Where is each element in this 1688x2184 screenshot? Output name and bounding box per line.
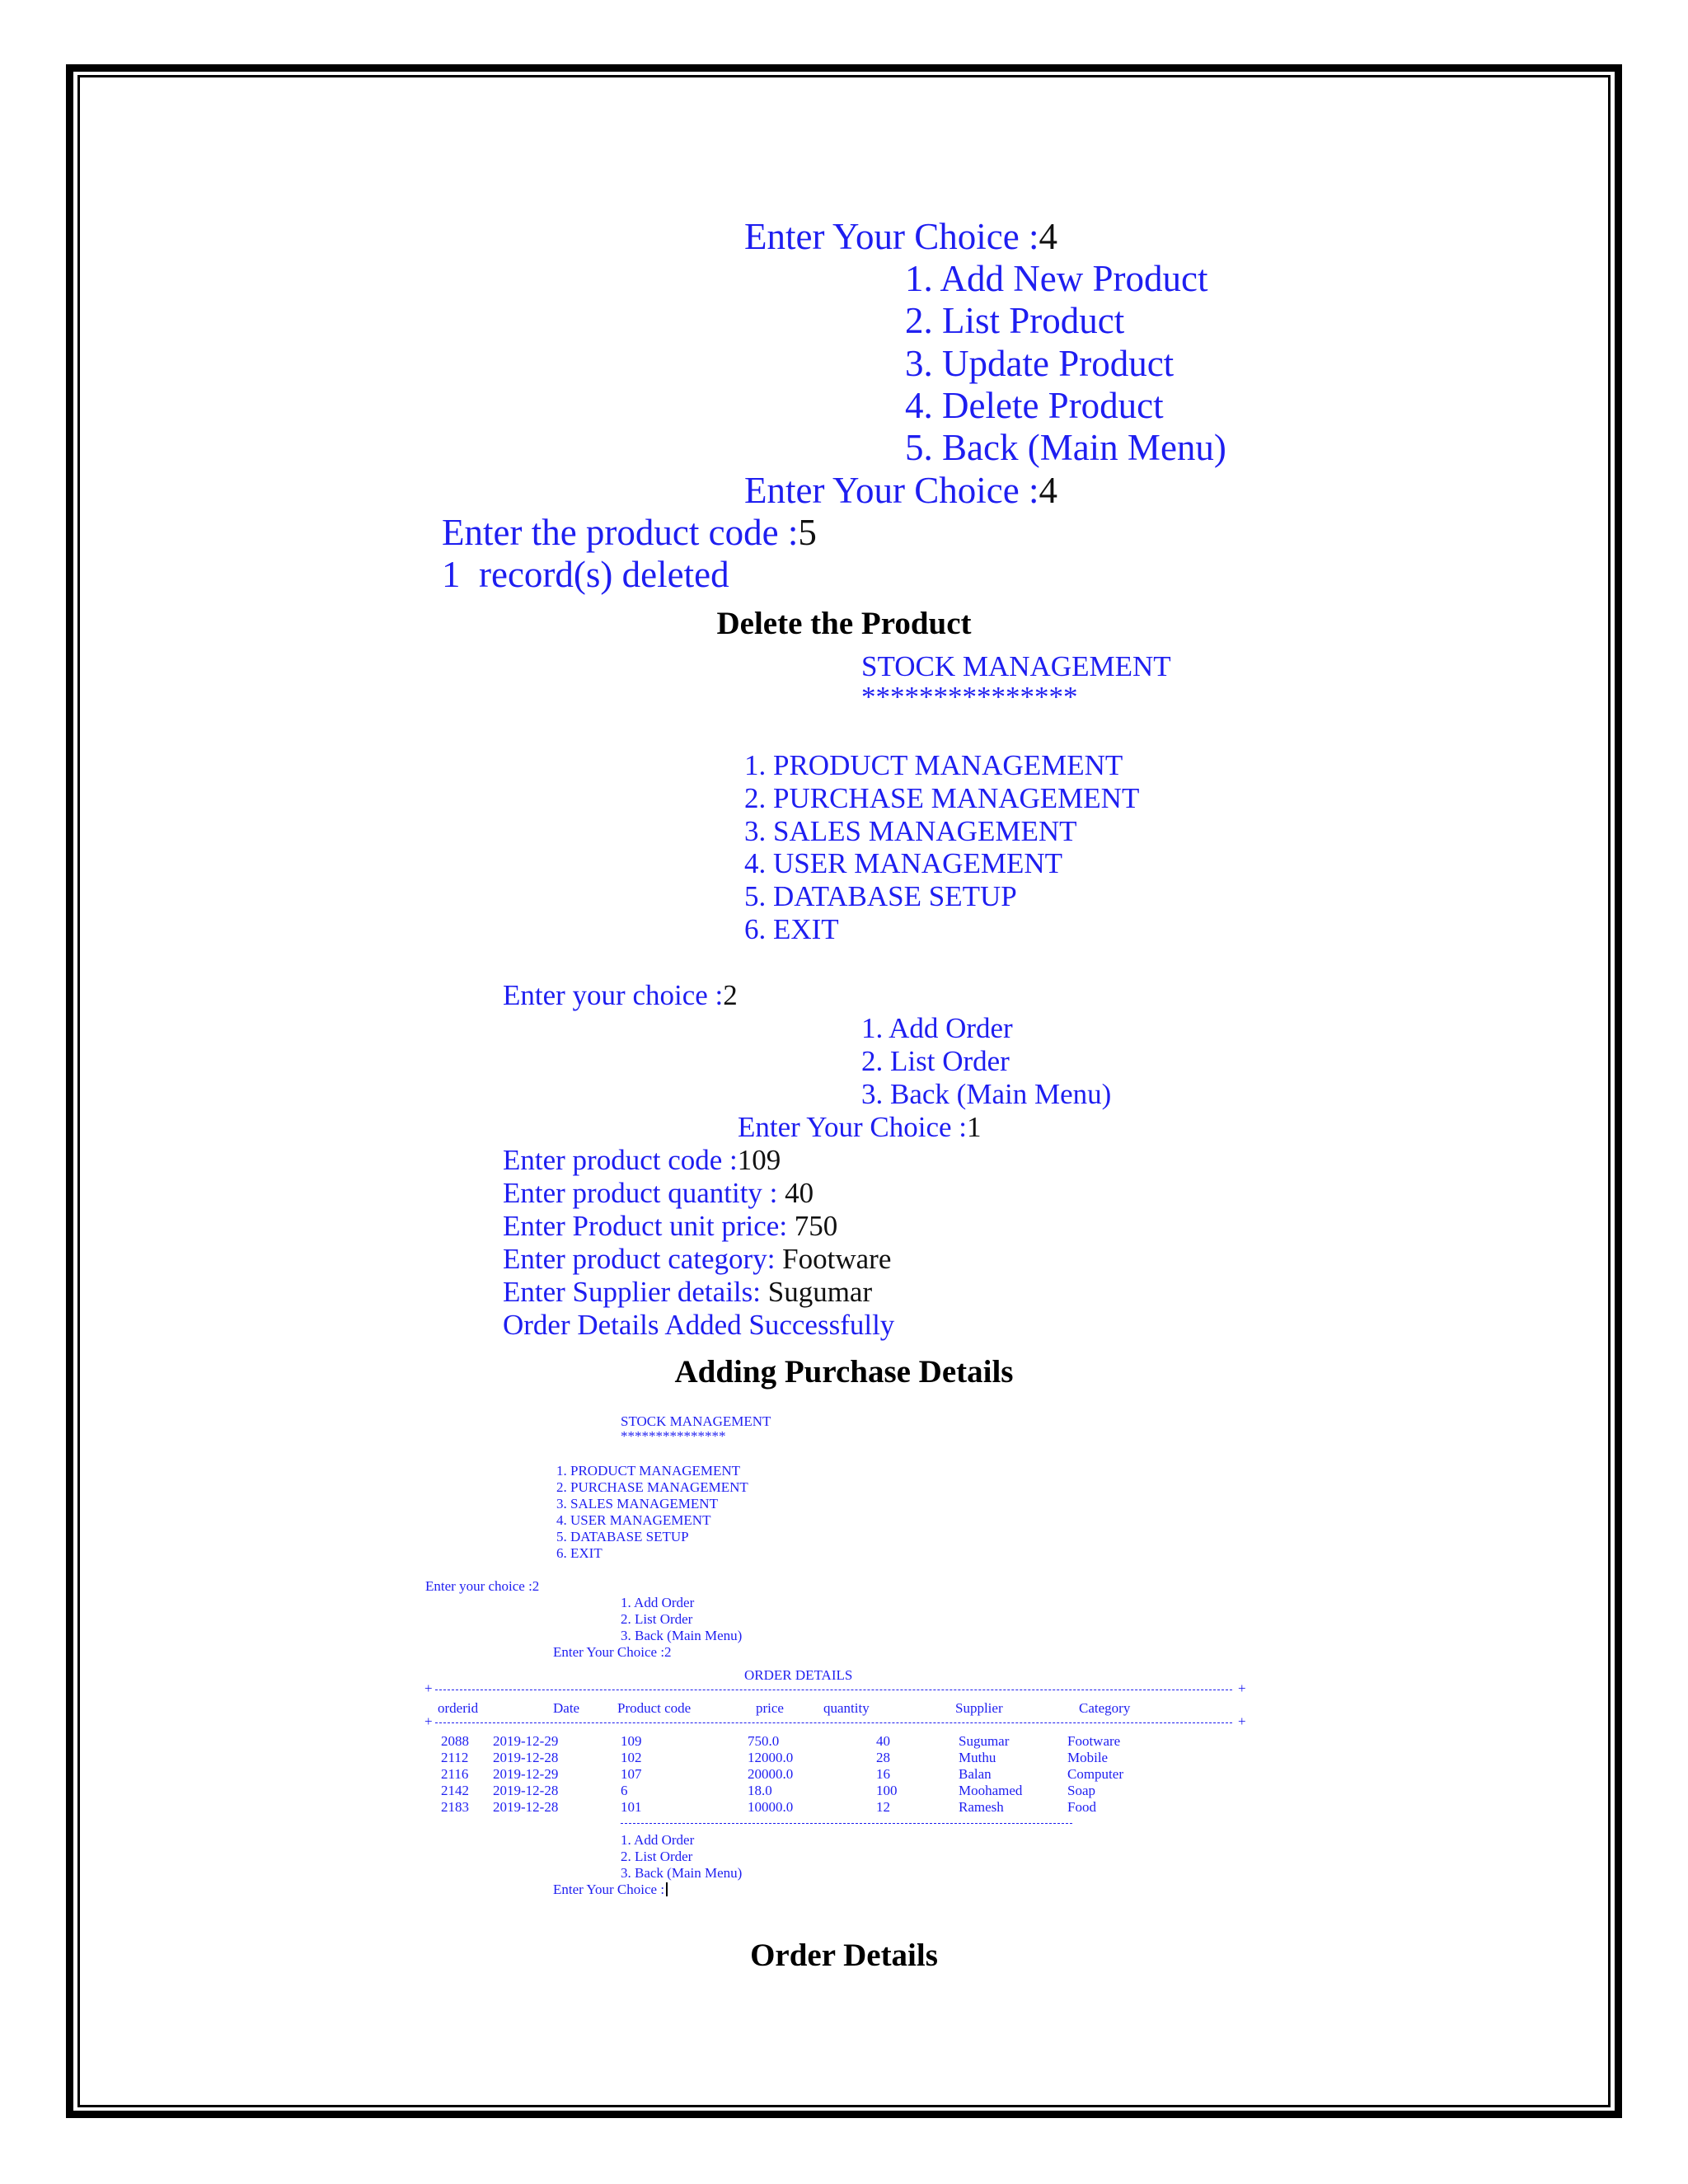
cell-category: Soap [1067, 1783, 1095, 1798]
table-mid-plus-right: + [1238, 1713, 1246, 1729]
caption-order-details: Order Details [750, 1938, 938, 1973]
cell-product-code: 102 [621, 1750, 642, 1765]
table-bottom-border [621, 1823, 1072, 1824]
product-code-prompt: Enter the product code :5 [442, 512, 817, 553]
order-success-message: Order Details Added Successfully [503, 1309, 895, 1341]
menu-item-delete-product: 4. Delete Product [905, 385, 1164, 426]
cell-price: 20000.0 [748, 1766, 794, 1782]
small-order-menu-back-2: 3. Back (Main Menu) [621, 1865, 743, 1881]
cell-supplier: Balan [959, 1766, 992, 1782]
small-order-menu-add: 1. Add Order [621, 1595, 695, 1610]
cell-price: 12000.0 [748, 1750, 794, 1765]
small-menu-item-purchase: 2. PURCHASE MANAGEMENT [556, 1479, 748, 1495]
order-choice-prompt: Enter Your Choice :1 [738, 1111, 982, 1143]
small-menu-item-sales: 3. SALES MANAGEMENT [556, 1496, 718, 1511]
cell-supplier: Moohamed [959, 1783, 1023, 1798]
stock-management-title: STOCK MANAGEMENT [861, 650, 1171, 682]
choice-prompt-2: Enter Your Choice :4 [744, 470, 1057, 511]
cell-supplier: Sugumar [959, 1733, 1010, 1749]
cell-product-code: 6 [621, 1783, 628, 1798]
cell-supplier: Muthu [959, 1750, 996, 1765]
cell-price: 10000.0 [748, 1799, 794, 1815]
title-underline-stars-small: *************** [621, 1428, 726, 1444]
small-menu-item-product: 1. PRODUCT MANAGEMENT [556, 1463, 741, 1479]
small-order-menu-back: 3. Back (Main Menu) [621, 1628, 743, 1643]
small-choice-prompt: Enter your choice :2 [425, 1578, 540, 1594]
cell-price: 750.0 [748, 1733, 780, 1749]
order-menu-add: 1. Add Order [861, 1012, 1013, 1044]
col-header-quantity: quantity [823, 1700, 870, 1716]
small-order-menu-list-2: 2. List Order [621, 1849, 693, 1864]
delete-result: 1 record(s) deleted [442, 554, 729, 595]
field-supplier: Enter Supplier details: Sugumar [503, 1276, 873, 1308]
page-border-inner [77, 75, 1611, 2107]
small-order-menu-list: 2. List Order [621, 1611, 693, 1627]
order-details-table-title: ORDER DETAILS [744, 1667, 853, 1683]
cell-product-code: 101 [621, 1799, 642, 1815]
order-menu-list: 2. List Order [861, 1045, 1010, 1077]
main-menu-item-database: 5. DATABASE SETUP [744, 880, 1017, 912]
menu-item-add-new-product: 1. Add New Product [905, 258, 1208, 299]
cell-supplier: Ramesh [959, 1799, 1004, 1815]
cell-price: 18.0 [748, 1783, 772, 1798]
caption-delete-product: Delete the Product [716, 606, 972, 641]
main-choice-prompt: Enter your choice :2 [503, 979, 738, 1011]
cell-date: 2019-12-29 [493, 1733, 559, 1749]
small-order-menu-add-2: 1. Add Order [621, 1832, 695, 1848]
field-unit-price: Enter Product unit price: 750 [503, 1210, 838, 1242]
cell-category: Computer [1067, 1766, 1123, 1782]
cell-quantity: 40 [876, 1733, 890, 1749]
cell-category: Footware [1067, 1733, 1121, 1749]
table-top-plus-left: + [424, 1680, 433, 1696]
menu-item-list-product: 2. List Product [905, 300, 1125, 341]
cell-orderid: 2142 [441, 1783, 469, 1798]
cell-category: Mobile [1067, 1750, 1109, 1765]
cell-quantity: 12 [876, 1799, 890, 1815]
stock-management-title-small: STOCK MANAGEMENT [621, 1413, 771, 1429]
caption-adding-purchase: Adding Purchase Details [674, 1354, 1014, 1390]
col-header-supplier: Supplier [955, 1700, 1003, 1716]
title-underline-stars: *************** [861, 681, 1078, 713]
cell-date: 2019-12-28 [493, 1750, 559, 1765]
cell-category: Food [1067, 1799, 1096, 1815]
cell-date: 2019-12-28 [493, 1799, 559, 1815]
col-header-category: Category [1079, 1700, 1131, 1716]
menu-item-back-main-menu: 5. Back (Main Menu) [905, 427, 1226, 468]
small-menu-item-user: 4. USER MANAGEMENT [556, 1512, 711, 1528]
main-menu-item-sales: 3. SALES MANAGEMENT [744, 815, 1077, 847]
cell-orderid: 2112 [441, 1750, 469, 1765]
order-menu-back: 3. Back (Main Menu) [861, 1078, 1112, 1110]
text-cursor [666, 1882, 668, 1896]
main-menu-item-purchase: 2. PURCHASE MANAGEMENT [744, 782, 1140, 814]
col-header-date: Date [553, 1700, 580, 1716]
menu-item-update-product: 3. Update Product [905, 343, 1175, 384]
choice-prompt-1: Enter Your Choice :4 [744, 216, 1057, 257]
small-order-choice: Enter Your Choice :2 [553, 1644, 672, 1660]
main-menu-item-user: 4. USER MANAGEMENT [744, 847, 1062, 879]
cell-orderid: 2183 [441, 1799, 469, 1815]
small-menu-item-database: 5. DATABASE SETUP [556, 1529, 689, 1544]
cell-quantity: 16 [876, 1766, 890, 1782]
col-header-orderid: orderid [438, 1700, 479, 1716]
field-category: Enter product category: Footware [503, 1243, 892, 1275]
col-header-product-code: Product code [617, 1700, 692, 1716]
cell-product-code: 109 [621, 1733, 642, 1749]
cell-quantity: 28 [876, 1750, 890, 1765]
main-menu-item-exit: 6. EXIT [744, 913, 839, 945]
col-header-price: price [756, 1700, 784, 1716]
cell-product-code: 107 [621, 1766, 642, 1782]
main-menu-item-product: 1. PRODUCT MANAGEMENT [744, 749, 1123, 781]
field-product-quantity: Enter product quantity : 40 [503, 1177, 814, 1209]
table-header-border [435, 1722, 1232, 1723]
cell-date: 2019-12-28 [493, 1783, 559, 1798]
cell-orderid: 2088 [441, 1733, 469, 1749]
table-top-plus-right: + [1238, 1680, 1246, 1696]
cell-orderid: 2116 [441, 1766, 469, 1782]
final-choice-prompt[interactable]: Enter Your Choice : [553, 1882, 668, 1896]
cell-quantity: 100 [876, 1783, 898, 1798]
small-menu-item-exit: 6. EXIT [556, 1545, 603, 1561]
table-mid-plus-left: + [424, 1713, 433, 1729]
cell-date: 2019-12-29 [493, 1766, 559, 1782]
field-product-code: Enter product code :109 [503, 1144, 781, 1176]
